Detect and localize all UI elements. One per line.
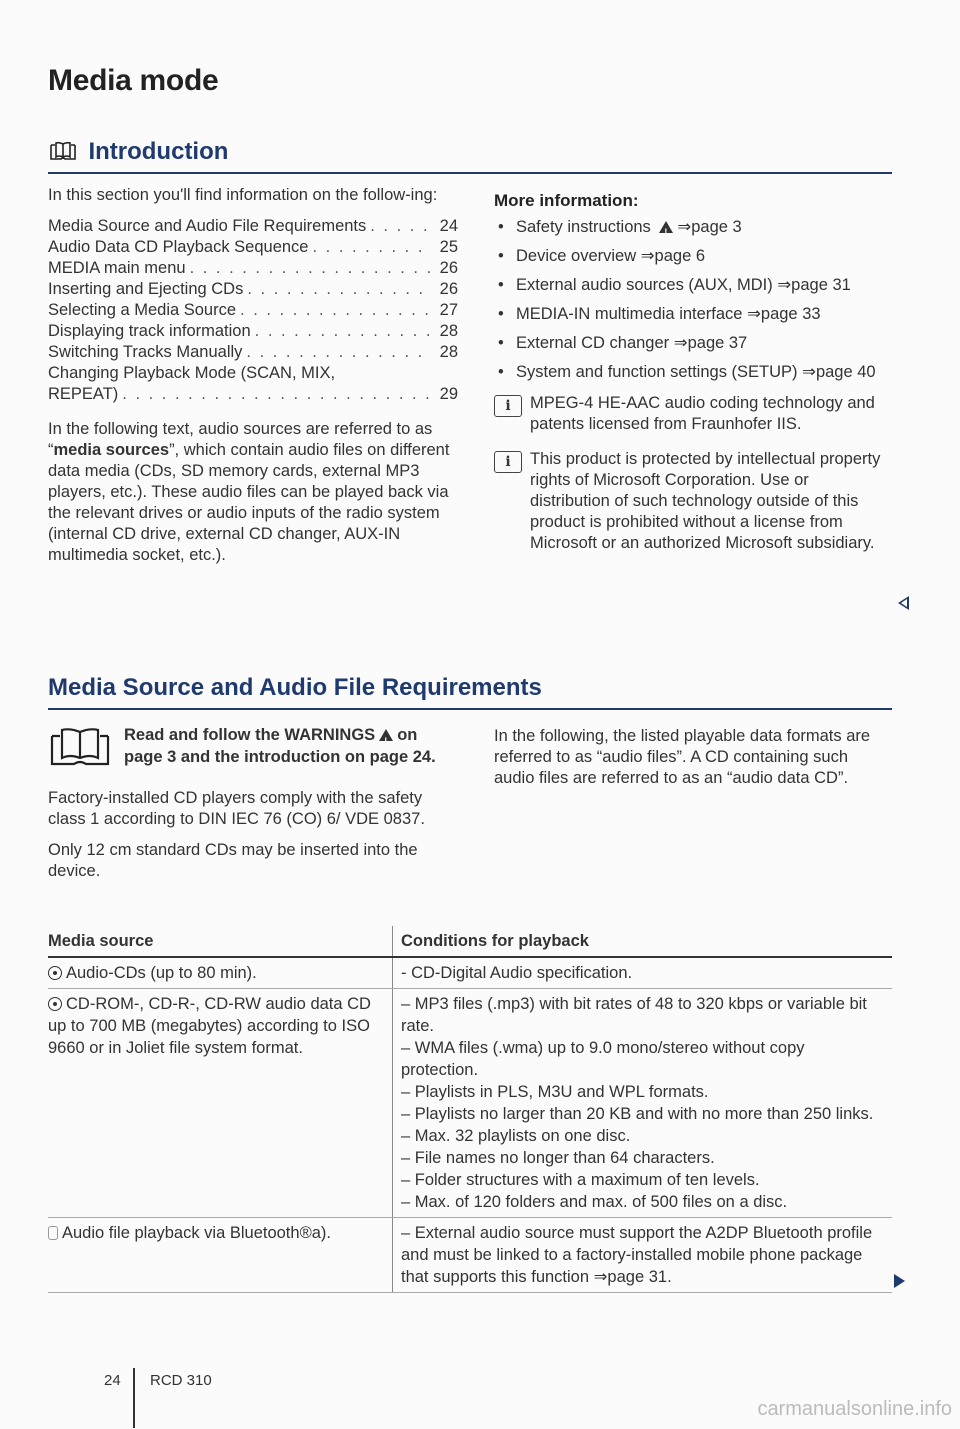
page-link[interactable]: ⇒page 31 [777,276,851,294]
req-p1: Factory-installed CD players comply with the safety class 1 according to DIN IEC 76 (CO) 6/ VDE 0837. [48,789,425,828]
introduction-heading [48,138,892,174]
toc-item[interactable]: Changing Playback Mode (SCAN, MIX, REPEAT) . . . 29 [48,363,458,405]
watermark: carmanualsonline.info [757,1398,952,1420]
toc-item[interactable]: Displaying track information . . . 28 [48,321,458,342]
more-info-heading: More information: [494,191,639,210]
info-icon: i [494,451,522,473]
footer-divider [133,1368,135,1428]
conditions-cell [393,989,893,1218]
page-number: 24 [104,1372,121,1389]
toc-item[interactable]: Switching Tracks Manually . . . 28 [48,342,458,363]
req-p2: Only 12 cm standard CDs may be inserted into the device. [48,841,418,880]
more-info-item: • Safety instructions ! ⇒page 3 [494,217,892,238]
more-info-item: • System and function settings (SETUP) ⇒page 40 [494,362,892,383]
warning-icon [379,729,393,741]
more-info-item: • External CD changer ⇒page 37 [494,333,892,354]
page-link[interactable]: ⇒page 37 [673,334,748,352]
info-note-microsoft: i This product is protected by intellectual property rights of Microsoft Corporation. Use or distribution of such technology outside of this product is prohibited without a license from Microsoft or an authorized Microsoft subsidiary. [494,449,892,554]
condition-line: – Folder structures with a maximum of ten levels. [401,1171,760,1189]
introduction-title: Introduction [88,138,229,165]
intro-lead: In this section you'll find information on the follow-ing: [48,186,438,204]
model-name: RCD 310 [150,1372,212,1389]
page-link[interactable]: ⇒page 6 [640,247,706,265]
table-row [48,957,892,989]
media-source-cell: CD-ROM-, CD-R-, CD-RW audio data CD up to 700 MB (megabytes) according to ISO 9660 or in Joliet file system format. [48,989,393,1218]
toc-item[interactable]: Media Source and Audio File Requirements . . . 24 [48,216,458,237]
media-source-table [48,926,892,1293]
book-icon [48,141,78,168]
page-title: Media mode [48,64,219,97]
req-p3: In the following, the listed playable data formats are referred to as “audio files”. A CD containing such audio files are referred to as an “audio data CD”. [494,727,871,787]
table-header-conditions: Conditions for playback [393,926,893,957]
conditions-cell [393,1218,893,1293]
cd-icon [48,966,62,980]
page-link[interactable]: ⇒page 33 [747,305,821,323]
condition-line: – Playlists in PLS, M3U and WPL formats. [401,1083,709,1101]
more-info-item: • MEDIA-IN multimedia interface ⇒page 33 [494,304,892,325]
conditions-cell [393,957,893,989]
condition-line: – WMA files (.wma) up to 9.0 mono/stereo without copy protection. [401,1039,805,1079]
condition-line: – MP3 files (.mp3) with bit rates of 48 to 320 kbps or variable bit rate. [401,995,867,1035]
page-link[interactable]: ⇒page 40 [802,363,876,381]
table-header-media-source: Media source [48,926,393,957]
info-note-aac: i MPEG-4 HE-AAC audio coding technology and patents licensed from Fraunhofer IIS. [494,393,892,435]
more-info-item: • External audio sources (AUX, MDI) ⇒page 31 [494,275,892,296]
bluetooth-icon [48,1226,58,1240]
table-row [48,989,892,1218]
condition-line: - CD-Digital Audio specification. [401,964,633,982]
intro-toc [48,216,458,405]
book-icon [48,726,112,776]
page-link[interactable]: ⇒page 3 [677,218,742,236]
continue-arrow-icon [894,1274,905,1288]
condition-line: – Max. of 120 folders and max. of 500 files on a disc. [401,1193,788,1211]
requirements-left-column [48,724,458,892]
toc-item[interactable]: Audio Data CD Playback Sequence . . . 25 [48,237,458,258]
condition-line: – Playlists no larger than 20 KB and with no more than 250 links. [401,1105,874,1123]
intro-right-column [494,190,892,568]
more-info-item: • Device overview ⇒page 6 [494,246,892,267]
toc-item[interactable]: Selecting a Media Source . . . 27 [48,300,458,321]
condition-line: – File names no longer than 64 characters. [401,1149,715,1167]
read-and-follow-box: Read and follow the WARNINGS! on page 3 and the introduction on page 24. [48,724,458,774]
info-icon: i [494,395,522,417]
media-source-cell: Audio-CDs (up to 80 min). [48,957,393,989]
toc-item[interactable]: MEDIA main menu . . . 26 [48,258,458,279]
cd-icon [48,997,62,1011]
more-info-list [494,217,892,383]
toc-item[interactable]: Inserting and Ejecting CDs . . . 26 [48,279,458,300]
requirements-title: Media Source and Audio File Requirements [48,674,542,701]
warning-icon [659,221,673,233]
condition-line: – External audio source must support the A2DP Bluetooth profile and must be linked to a factory-installed mobile phone package that supports this function ⇒page 31. [401,1224,873,1286]
table-row [48,1218,892,1293]
back-arrow-icon [898,596,909,610]
media-source-cell: Audio file playback via Bluetooth®a). [48,1218,393,1293]
condition-line: – Max. 32 playlists on one disc. [401,1127,631,1145]
requirements-right-column [494,726,884,799]
requirements-heading [48,674,892,710]
intro-left-column [48,185,458,576]
intro-body: In the following text, audio sources are referred to as “media sources”, which contain audio files on different data media (CDs, SD memory cards, external MP3 players, etc.). These audio files can be played back via the relevant drives or audio inputs of the radio system (internal CD drive, external CD changer, AUX-IN multimedia socket, etc.). [48,420,450,564]
